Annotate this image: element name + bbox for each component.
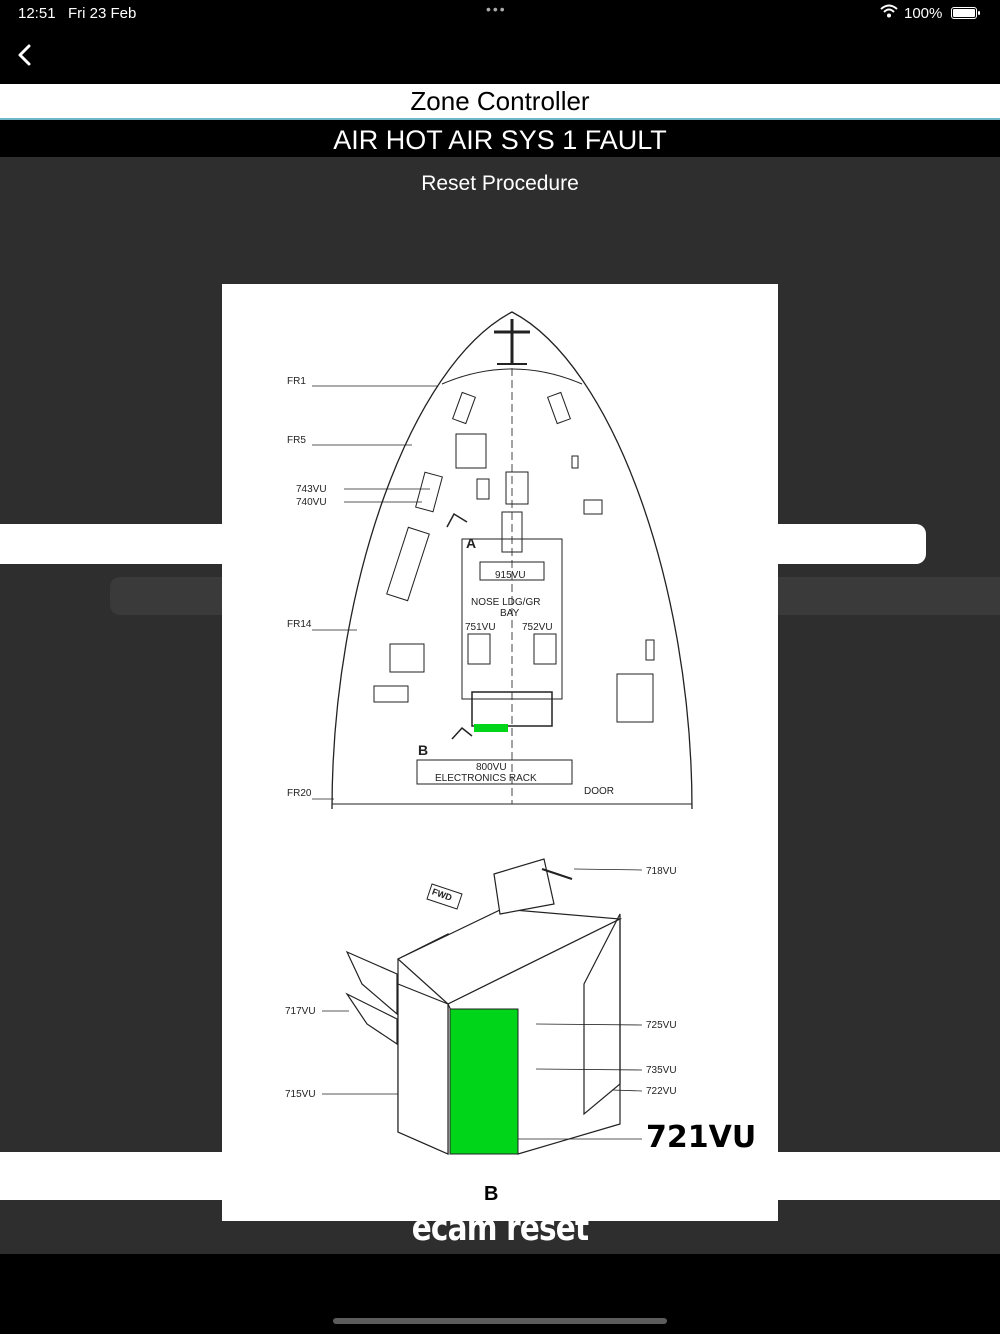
status-time: 12:51 — [18, 5, 56, 22]
fault-title — [0, 120, 1000, 157]
rack-label-electronics: ELECTRONICS RACK — [435, 773, 537, 784]
label-752vu: 752VU — [522, 622, 553, 633]
frame-label-fr14: FR14 — [287, 619, 312, 630]
battery-percent: 100% — [904, 5, 943, 22]
frame-label-fr1: FR1 — [287, 376, 306, 387]
label-722vu: 722VU — [646, 1086, 677, 1097]
multitask-dots[interactable]: ••• — [486, 1, 507, 17]
door-label: DOOR — [584, 786, 614, 797]
view-a-label: A — [466, 535, 477, 551]
ecam-reset-caption: ecam reset — [411, 1208, 589, 1249]
frame-label-fr20: FR20 — [287, 788, 312, 799]
label-743vu: 743VU — [296, 484, 327, 495]
label-915vu: 915VU — [495, 570, 526, 581]
view-b-caption: B — [484, 1183, 499, 1205]
label-718vu: 718VU — [646, 866, 677, 877]
label-717vu: 717VU — [285, 1006, 316, 1017]
diagram-card[interactable] — [222, 284, 778, 1221]
battery-icon — [951, 7, 977, 19]
highlight-marker — [474, 724, 508, 732]
wifi-icon — [880, 4, 898, 22]
rack-label-800vu: 800VU — [476, 762, 507, 773]
view-b-label: B — [418, 742, 429, 758]
frame-label-fr5: FR5 — [287, 435, 306, 446]
back-button[interactable] — [10, 38, 46, 74]
label-725vu: 725VU — [646, 1020, 677, 1031]
label-735vu: 735VU — [646, 1065, 677, 1076]
aircraft-nose-diagram — [222, 284, 778, 1221]
nose-bay-label-2: BAY — [500, 608, 520, 619]
status-date: Fri 23 Feb — [68, 5, 137, 22]
label-740vu: 740VU — [296, 497, 327, 508]
battery-fill — [953, 9, 975, 17]
label-715vu: 715VU — [285, 1089, 316, 1100]
chevron-left-icon — [10, 38, 46, 74]
fault-title-text: AIR HOT AIR SYS 1 FAULT — [333, 125, 667, 155]
home-indicator[interactable] — [333, 1318, 667, 1324]
section-label: Reset Procedure — [421, 172, 579, 195]
highlight-721vu-panel — [450, 1009, 518, 1154]
nose-bay-label-1: NOSE LDG/GR — [471, 597, 541, 608]
page-title — [0, 84, 1000, 120]
page-title-text: Zone Controller — [410, 86, 590, 116]
fwd-label: FWD — [430, 886, 454, 903]
label-751vu: 751VU — [465, 622, 496, 633]
nav-bar — [0, 28, 1000, 84]
highlight-label-721vu: 721VU — [646, 1120, 757, 1155]
status-bar — [0, 0, 1000, 28]
